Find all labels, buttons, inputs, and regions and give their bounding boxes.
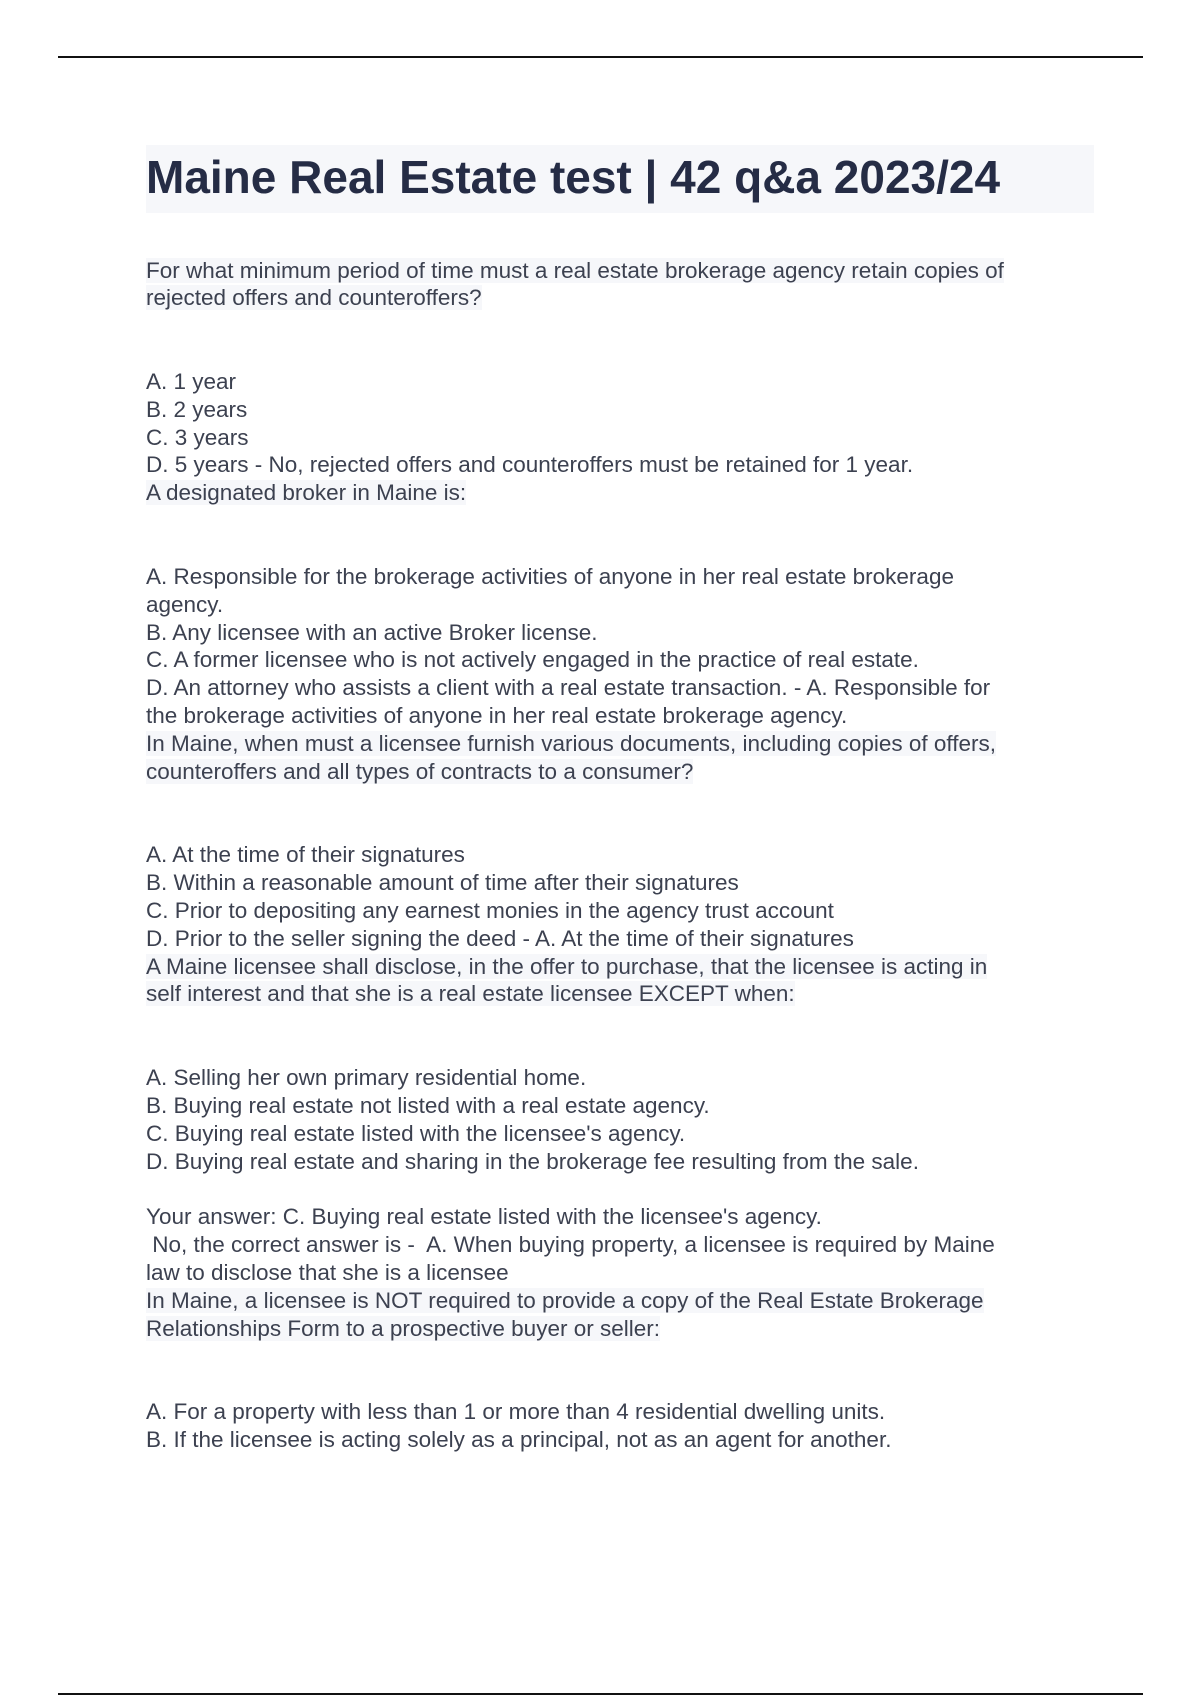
option: B. 2 years [146,396,248,422]
option: A. Responsible for the brokerage activities of anyone in her real estate brokerage [146,564,954,590]
question-text: A Maine licensee shall disclose, in the offer to purchase, that the licensee is acting in [146,953,988,979]
option: C. 3 years [146,424,249,450]
question-text: For what minimum period of time must a real estate brokerage agency retain copies of [146,257,1004,283]
question-text: In Maine, a licensee is NOT required to provide a copy of the Real Estate Brokerage [146,1287,984,1313]
correct-answer: No, the correct answer is - A. When buying property, a licensee is required by Maine [146,1232,995,1258]
document-body [146,145,1096,1454]
option: C. Prior to depositing any earnest monies in the agency trust account [146,898,834,924]
your-answer: Your answer: C. Buying real estate listed with the licensee's agency. [146,1204,822,1230]
question-2 [146,479,1096,730]
correct-answer: law to disclose that she is a licensee [146,1260,509,1286]
option-with-answer: D. An attorney who assists a client with a real estate transaction. - A. Responsible for [146,675,991,701]
question-text: counteroffers and all types of contracts to a consumer? [146,758,694,784]
question-5 [146,1287,1096,1454]
option-with-answer: D. 5 years - No, rejected offers and counteroffers must be retained for 1 year. [146,452,914,478]
option: B. If the licensee is acting solely as a principal, not as an agent for another. [146,1427,892,1453]
option: A. 1 year [146,369,237,395]
question-4 [146,953,1096,1287]
option: B. Within a reasonable amount of time after their signatures [146,870,739,896]
question-text: rejected offers and counteroffers? [146,285,482,311]
question-3 [146,730,1096,953]
title-block [146,145,1094,213]
option-with-answer: D. Prior to the seller signing the deed - A. At the time of their signatures [146,925,854,951]
question-text: self interest and that she is a real estate licensee EXCEPT when: [146,981,795,1007]
option: A. Selling her own primary residential home. [146,1065,587,1091]
option: C. A former licensee who is not actively engaged in the practice of real estate. [146,647,919,673]
question-text: A designated broker in Maine is: [146,480,467,506]
option: C. Buying real estate listed with the licensee's agency. [146,1120,686,1146]
question-text: In Maine, when must a licensee furnish various documents, including copies of offers, [146,730,997,756]
question-text: Relationships Form to a prospective buyer or seller: [146,1315,660,1341]
top-rule [58,56,1143,58]
option: A. At the time of their signatures [146,842,465,868]
option-with-answer: the brokerage activities of anyone in her real estate brokerage agency. [146,703,848,729]
option: A. For a property with less than 1 or more than 4 residential dwelling units. [146,1399,886,1425]
bottom-rule [58,1693,1143,1695]
option: D. Buying real estate and sharing in the brokerage fee resulting from the sale. [146,1148,919,1174]
option: B. Buying real estate not listed with a real estate agency. [146,1093,710,1119]
document-title: Maine Real Estate test | 42 q&a 2023/24 [146,151,1001,203]
option: B. Any licensee with an active Broker license. [146,619,598,645]
question-1 [146,257,1096,480]
option: agency. [146,591,224,617]
